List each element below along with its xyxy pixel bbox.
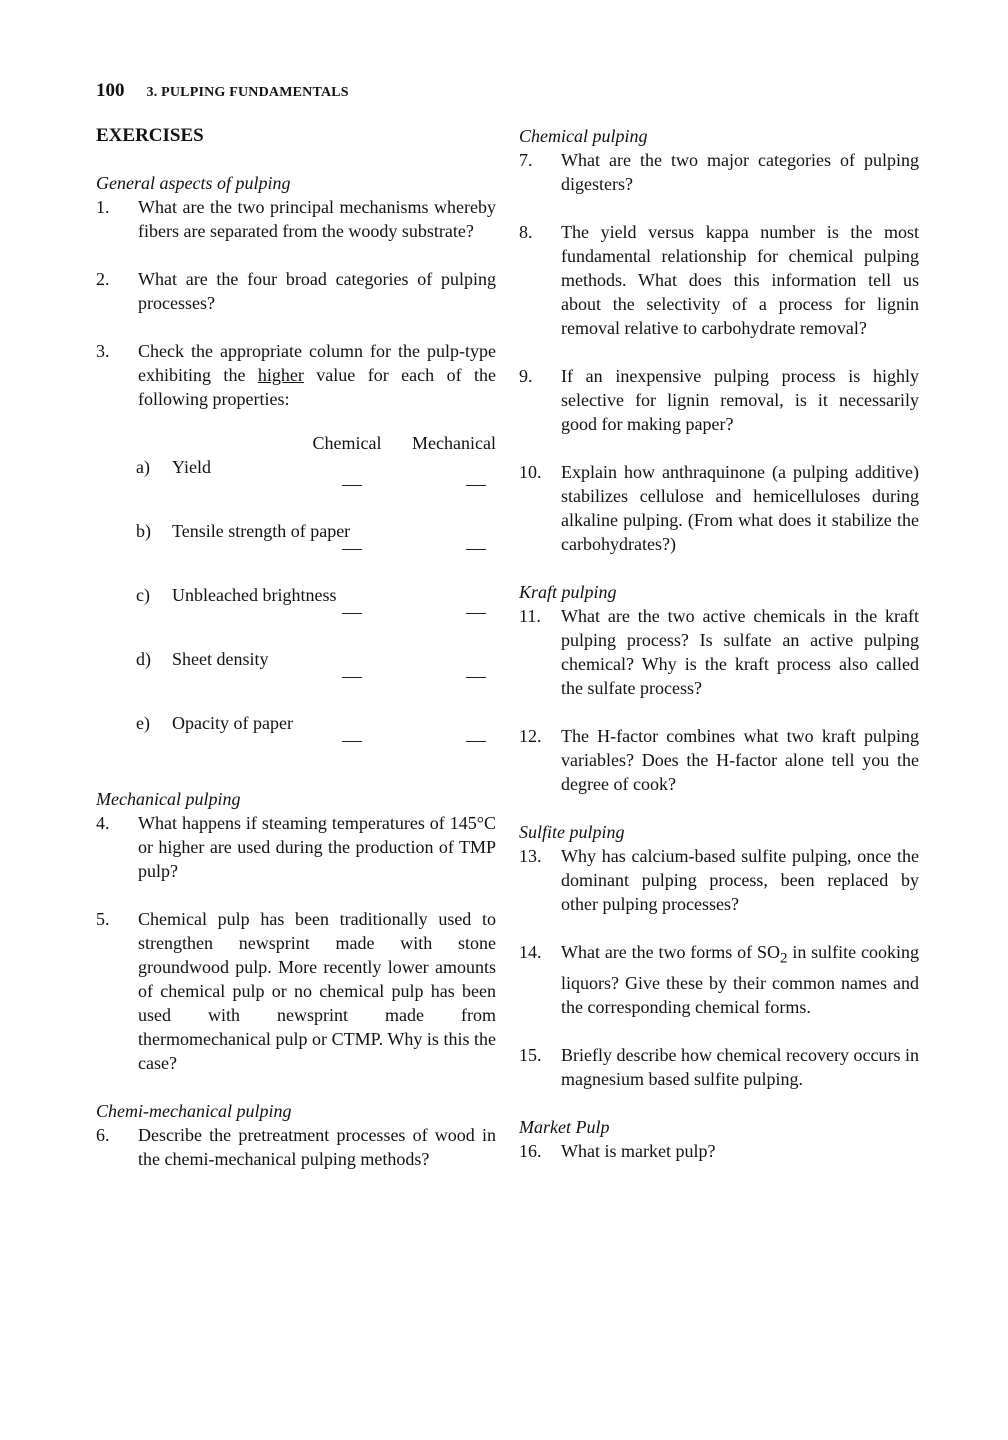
blank-mechanical	[466, 613, 486, 614]
row-label: a) Yield	[136, 457, 211, 477]
question-5	[96, 907, 496, 1075]
question-4	[96, 811, 496, 883]
section-market-pulp: Market Pulp	[519, 1116, 610, 1137]
question-text: Check the appropriate column for the pulp-type exhibiting the higher value for each of the following properties:	[138, 341, 497, 409]
question-10	[519, 460, 919, 556]
question-number: 16.	[519, 1140, 542, 1161]
question-text: The H-factor combines what two kraft pulping variables? Does the H-factor alone tell you the degree of cook?	[561, 726, 919, 794]
page-number: 100	[96, 80, 125, 101]
running-header	[96, 80, 349, 102]
question-text: If an inexpensive pulping process is highly selective for lignin removal, is it necessarily good for making paper?	[561, 366, 919, 434]
question-number: 8.	[519, 222, 533, 242]
section-mechanical: Mechanical pulping	[96, 789, 241, 809]
table-row	[96, 647, 496, 711]
blank-mechanical	[466, 741, 486, 742]
question-text: What is market pulp?	[561, 1140, 716, 1161]
section-chemical: Chemical pulping	[519, 126, 648, 146]
row-label: b) Tensile strength of paper	[136, 521, 351, 541]
question-number: 13.	[519, 846, 542, 866]
running-title: 3. PULPING FUNDAMENTALS	[146, 85, 349, 100]
row-label: c) Unbleached brightness	[136, 585, 337, 605]
question-2	[96, 267, 496, 315]
question-text: What happens if steaming temperatures of 145°C or higher are used during the production of TMP pulp?	[138, 813, 496, 881]
question-6	[96, 1123, 496, 1171]
blank-mechanical	[466, 677, 486, 678]
section-sulfite: Sulfite pulping	[519, 822, 625, 842]
question-number: 14.	[519, 942, 542, 962]
column-mechanical: Mechanical	[412, 433, 496, 453]
section-general: General aspects of pulping	[96, 173, 291, 193]
left-column	[96, 124, 496, 1195]
question-text: What are the two active chemicals in the kraft pulping process? Is sulfate an active pulping chemical? Why is the kraft process also called the sulfate process?	[561, 606, 919, 698]
table-header	[96, 431, 496, 455]
question-13	[519, 844, 919, 916]
question-number: 7.	[519, 150, 533, 170]
question-text: Why has calcium-based sulfite pulping, once the dominant pulping process, been replaced by other pulping processes?	[561, 846, 919, 914]
right-column	[519, 124, 919, 1187]
question-text: Describe the pretreatment processes of wood in the chemi-mechanical pulping methods?	[138, 1125, 496, 1169]
exercises-heading: EXERCISES	[96, 125, 204, 146]
question-text: Briefly describe how chemical recovery occurs in magnesium based sulfite pulping.	[561, 1044, 919, 1089]
question-number: 10.	[519, 462, 542, 482]
row-label: e) Opacity of paper	[136, 713, 293, 733]
question-text: Chemical pulp has been traditionally used to strengthen newsprint made with stone groundwood pulp. More recently lower amounts of chemical pulp or no chemical pulp has been used with newsprint made from thermomechanical pulp or CTMP. Why is this the case?	[138, 909, 496, 1073]
question-11	[519, 604, 919, 700]
section-chemi-mechanical: Chemi-mechanical pulping	[96, 1101, 292, 1121]
question-number: 15.	[519, 1044, 542, 1065]
question-3	[96, 339, 496, 411]
blank-chemical	[342, 677, 362, 678]
section-kraft: Kraft pulping	[519, 582, 617, 602]
question-number: 1.	[96, 197, 110, 217]
question-text: What are the two principal mechanisms whereby fibers are separated from the woody substrate?	[138, 197, 496, 241]
question-9	[519, 364, 919, 436]
question-number: 11.	[519, 606, 541, 626]
question-12	[519, 724, 919, 796]
question-number: 4.	[96, 813, 110, 833]
question-number: 2.	[96, 269, 110, 289]
blank-mechanical	[466, 485, 486, 486]
question-1	[96, 195, 496, 243]
question-16	[519, 1139, 919, 1163]
question-14	[519, 940, 919, 1019]
row-label: d) Sheet density	[136, 649, 269, 669]
blank-chemical	[342, 741, 362, 742]
underlined-word: higher	[257, 365, 304, 385]
question-15	[519, 1043, 919, 1091]
subscript: 2	[779, 950, 788, 967]
blank-chemical	[342, 485, 362, 486]
question-number: 12.	[519, 726, 542, 746]
question-number: 9.	[519, 366, 533, 386]
question-8	[519, 220, 919, 340]
question-number: 3.	[96, 341, 110, 361]
question-text: What are the four broad categories of pulping processes?	[138, 269, 496, 313]
question-number: 6.	[96, 1125, 110, 1145]
blank-chemical	[342, 549, 362, 550]
table-row	[96, 455, 496, 519]
blank-mechanical	[466, 549, 486, 550]
question-text: What are the two major categories of pulping digesters?	[561, 150, 919, 194]
question-text: The yield versus kappa number is the most fundamental relationship for chemical pulping methods. What does this information tell us about the selectivity of a process for lignin removal relative to carbohydrate removal?	[561, 222, 919, 338]
table-row	[96, 711, 496, 775]
column-chemical: Chemical	[312, 433, 382, 453]
question-7	[519, 148, 919, 196]
property-table	[96, 431, 496, 775]
question-text: Explain how anthraquinone (a pulping additive) stabilizes cellulose and hemicelluloses during alkaline pulping. (From what does it stabilize the carbohydrates?)	[561, 462, 919, 554]
table-row	[96, 519, 496, 583]
question-number: 5.	[96, 909, 110, 929]
question-text: What are the two forms of $SO_2$ in sulfite cooking liquors? Give these by their common names and the corresponding chemical forms.	[561, 942, 919, 1017]
blank-chemical	[342, 613, 362, 614]
table-row	[96, 583, 496, 647]
